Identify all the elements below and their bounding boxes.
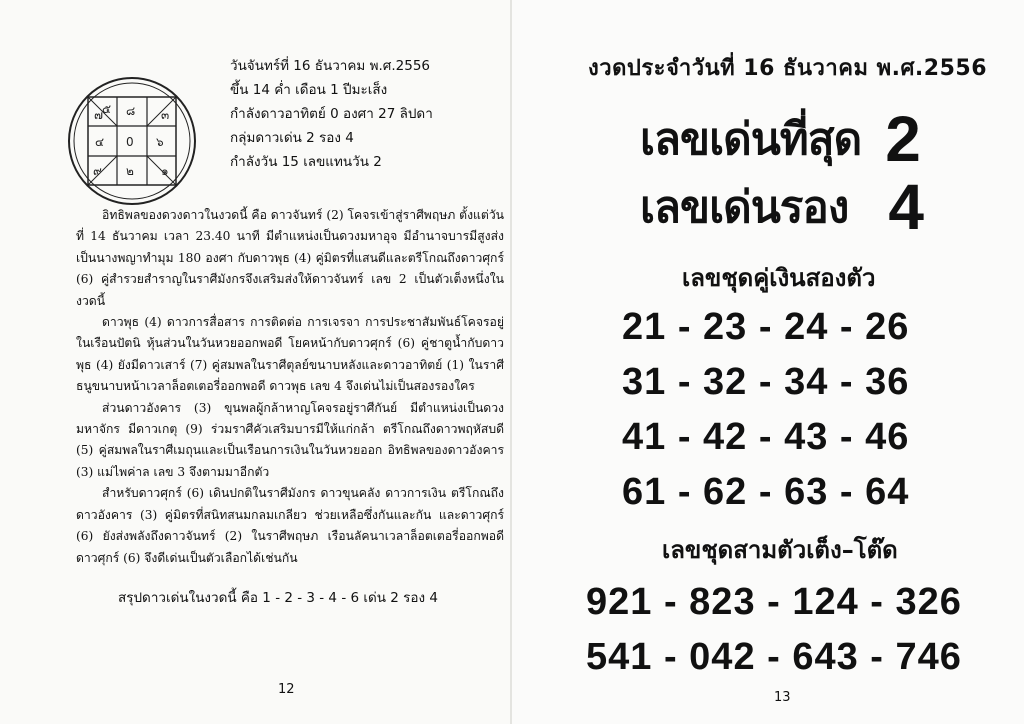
chart-right: ๖ bbox=[156, 135, 164, 149]
top-number-row bbox=[640, 102, 921, 176]
chart-extra: ๕ bbox=[102, 102, 112, 116]
chart-top-right: ๓ bbox=[161, 108, 170, 122]
triples-heading: เลขชุดสามตัวเต็ง–โต๊ด bbox=[662, 536, 898, 564]
astrology-chart bbox=[66, 75, 198, 207]
info-line: ขึ้น 14 ค่ำ เดือน 1 ปีมะเส็ง bbox=[230, 82, 388, 98]
top-number-digit: 2 bbox=[885, 103, 921, 175]
triples-list bbox=[586, 575, 962, 685]
article-body bbox=[76, 205, 504, 569]
pair-row: 21 - 23 - 24 - 26 bbox=[622, 306, 910, 348]
triple-row: 921 - 823 - 124 - 326 bbox=[586, 581, 962, 623]
info-line: วันจันทร์ที่ 16 ธันวาคม พ.ศ.2556 bbox=[230, 58, 431, 74]
info-line: กำลังวัน 15 เลขแทนวัน 2 bbox=[230, 154, 382, 170]
info-line: กำลังดาวอาทิตย์ 0 องศา 27 ลิปดา bbox=[230, 106, 433, 122]
pairs-heading: เลขชุดคู่เงินสองตัว bbox=[682, 264, 876, 292]
pair-row: 61 - 62 - 63 - 64 bbox=[622, 471, 910, 513]
chart-left: ๔ bbox=[95, 135, 105, 149]
page-number-left: 12 bbox=[278, 682, 295, 697]
pair-row: 41 - 42 - 43 - 46 bbox=[622, 416, 910, 458]
draw-date-title: งวดประจำวันที่ 16 ธันวาคม พ.ศ.2556 bbox=[588, 56, 988, 81]
chart-bottom: ๒ bbox=[126, 164, 134, 178]
top-number-label: เลขเด่นที่สุด bbox=[640, 114, 862, 165]
paragraph: สำหรับดาวศุกร์ (6) เดินปกติในราศีมังกร ดาวขุนคลัง ดาวการเงิน ตรีโกณถึงดาวอังคาร (3) คู่มิตรที่สนิทสนมกลมเกลียว ช่วยเหลือซึ่งกันและกัน และดาวศุกร์ (6) ยังส่งพลังถึงดาวจันทร์ (2) ในราศีพฤษภ เรือนลัคนาเวลาล็อตเตอรี่ออกพอดี ดาวศุกร์ (6) จึงดีเด่นเป็นตัวเลือกได้เช่นกัน bbox=[76, 486, 504, 565]
date-info bbox=[230, 54, 500, 174]
chart-center: 0 bbox=[126, 135, 134, 149]
chart-top-left: ๗ bbox=[94, 108, 104, 122]
pairs-list bbox=[622, 300, 909, 520]
paragraph: ส่วนดาวอังคาร (3) ขุนพลผู้กล้าหาญโคจรอยู่ราศีกันย์ มีตำแหน่งเป็นดวงมหาจักร มีดาวเกตุ (9) ร่วมราศีคัวเสริมบารมีให้แก่กล้า ตรีโกณถึงดาวพฤหัสบดี (5) คู่สมพลในราศีเมถุนและเป็นเรือนการเงินในวันหวยออก อิทธิพลของดาวอังคาร (3) แม่ไพค่าล เลข 3 จึงตามมาอีกตัว bbox=[76, 400, 504, 479]
astrology-chart-graphic bbox=[66, 75, 198, 207]
chart-bottom-right: ๑ bbox=[161, 164, 169, 178]
paragraph: อิทธิพลของดวงดาวในงวดนี้ คือ ดาวจันทร์ (2) โคจรเข้าสู่ราศีพฤษภ ตั้งแต่วันที่ 14 ธันวาคม เวลา 23.40 นาที มีตำแหน่งเป็นดวงมหาอุจ มีอำนาจบารมีสูงส่งเป็นนางพญาทำมุม 180 องศา กับดาวพุธ (4) คู่มิตรที่แสนดีและตรีโกณถึงดาวศุกร์ (6) คู่สำรวยสำราญในราศีมังกรจึงเสริมส่งให้ดาวจันทร์ เลข 2 เป็นตัวเต็งหนึ่งในงวดนี้ bbox=[76, 208, 504, 308]
second-number-row bbox=[640, 170, 924, 244]
summary-line: สรุปดาวเด่นในงวดนี้ คือ 1 - 2 - 3 - 4 - 6 เด่น 2 รอง 4 bbox=[118, 590, 438, 606]
right-page bbox=[512, 0, 1024, 724]
paragraph: ดาวพุธ (4) ดาวการสื่อสาร การติดต่อ การเจรจา การประชาสัมพันธ์โคจรอยู่ในเรือนปัตนิ หุ้นส่วนในวันหวยออกพอดี โยคหน้ากับดาวศุกร์ (6) คู่ชาตูน้ำกับดาวพุธ (4) ยังมีดาวเสาร์ (7) คู่สมพลในราศีตุลย์ขนาบหลังและดาวอาทิตย์ (1) ในราศีธนูขนาบหน้าเวลาล็อตเตอรี่ออกพอดี ดาวพุธ เลข 4 จึงเด่นไม่เป็นสองรองใคร bbox=[76, 315, 504, 394]
triple-row: 541 - 042 - 643 - 746 bbox=[586, 636, 962, 678]
page-number-right: 13 bbox=[774, 690, 791, 705]
chart-bottom-left: ๙ bbox=[93, 164, 102, 178]
second-number-label: เลขเด่นรอง bbox=[640, 182, 849, 233]
chart-top: ๘ bbox=[126, 104, 136, 118]
pair-row: 31 - 32 - 34 - 36 bbox=[622, 361, 910, 403]
second-number-digit: 4 bbox=[888, 171, 924, 243]
info-line: กลุ่มดาวเด่น 2 รอง 4 bbox=[230, 130, 354, 146]
